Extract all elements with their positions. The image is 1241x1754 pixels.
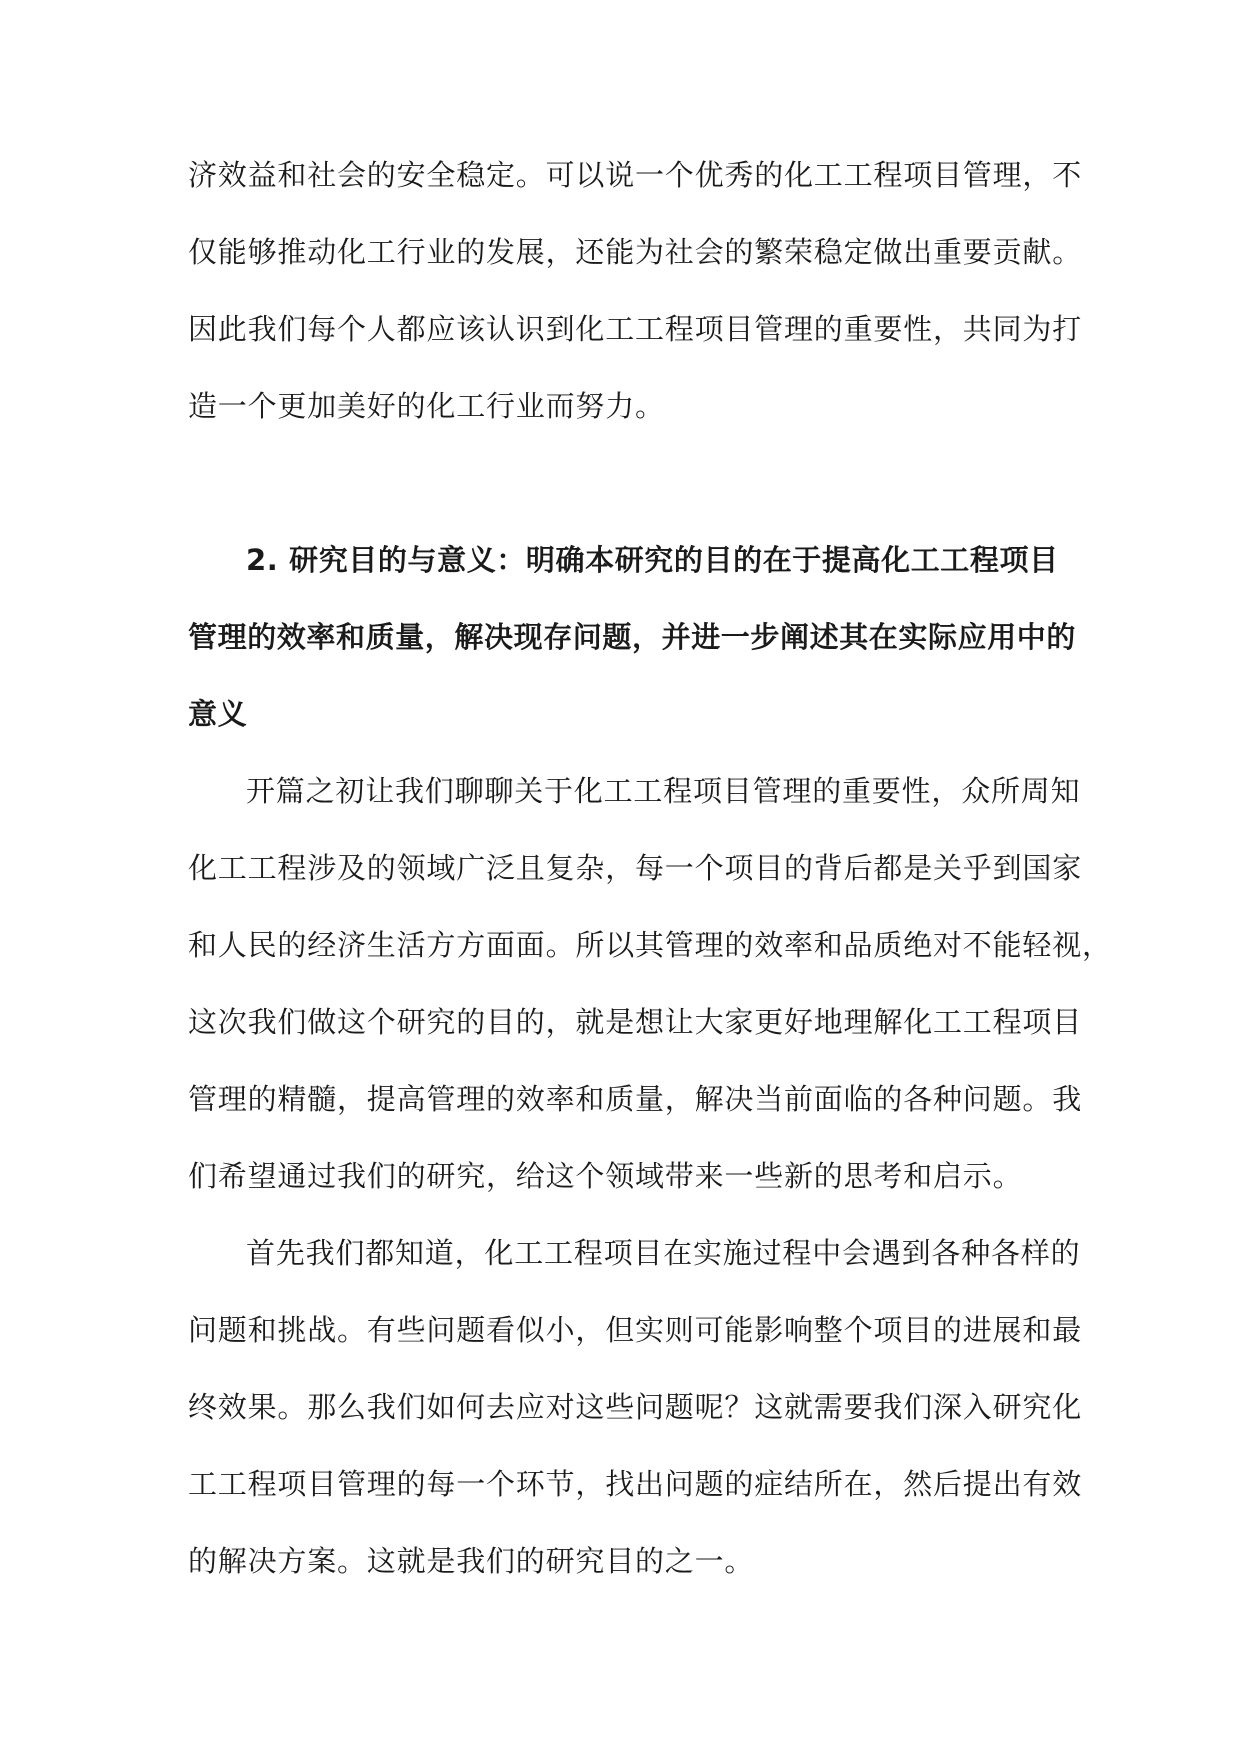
text-line: 开篇之初让我们聊聊关于化工工程项目管理的重要性，众所周知 (246, 774, 1081, 808)
document-body (188, 140, 1112, 1603)
heading-line: 意义 (188, 697, 248, 731)
text-line: 问题和挑战。有些问题看似小，但实则可能影响整个项目的进展和最 (188, 1313, 1083, 1347)
text-line: 们希望通过我们的研究，给这个领域带来一些新的思考和启示。 (188, 1159, 1023, 1193)
text-line: 济效益和社会的安全稳定。可以说一个优秀的化工工程项目管理，不 (188, 158, 1083, 192)
text-line: 这次我们做这个研究的目的，就是想让大家更好地理解化工工程项目 (188, 1005, 1083, 1039)
paragraph-continuation (188, 140, 1083, 448)
text-line: 工工程项目管理的每一个环节，找出问题的症结所在，然后提出有效 (188, 1467, 1083, 1501)
paragraph-challenges (188, 1218, 1083, 1603)
text-line: 的解决方案。这就是我们的研究目的之一。 (188, 1544, 755, 1578)
paragraph-importance (188, 756, 1112, 1218)
text-line: 首先我们都知道，化工工程项目在实施过程中会遇到各种各样的 (246, 1236, 1081, 1270)
text-line: 造一个更加美好的化工行业而努力。 (188, 389, 665, 423)
text-line: 和人民的经济生活方方面面。所以其管理的效率和品质绝对不能轻视， (188, 928, 1112, 962)
text-line: 终效果。那么我们如何去应对这些问题呢？这就需要我们深入研究化 (188, 1390, 1083, 1424)
text-line: 因此我们每个人都应该认识到化工工程项目管理的重要性，共同为打 (188, 312, 1083, 346)
text-line: 管理的精髓，提高管理的效率和质量，解决当前面临的各种问题。我 (188, 1082, 1083, 1116)
text-line: 仅能够推动化工行业的发展，还能为社会的繁荣稳定做出重要贡献。 (188, 235, 1083, 269)
heading-line: 2. 研究目的与意义：明确本研究的目的在于提高化工工程项目 (246, 543, 1059, 577)
text-line: 化工工程涉及的领域广泛且复杂，每一个项目的背后都是关乎到国家 (188, 851, 1083, 885)
heading-line: 管理的效率和质量，解决现存问题，并进一步阐述其在实际应用中的 (188, 620, 1077, 654)
section-heading (188, 525, 1077, 756)
paragraph-spacer (188, 448, 1054, 525)
